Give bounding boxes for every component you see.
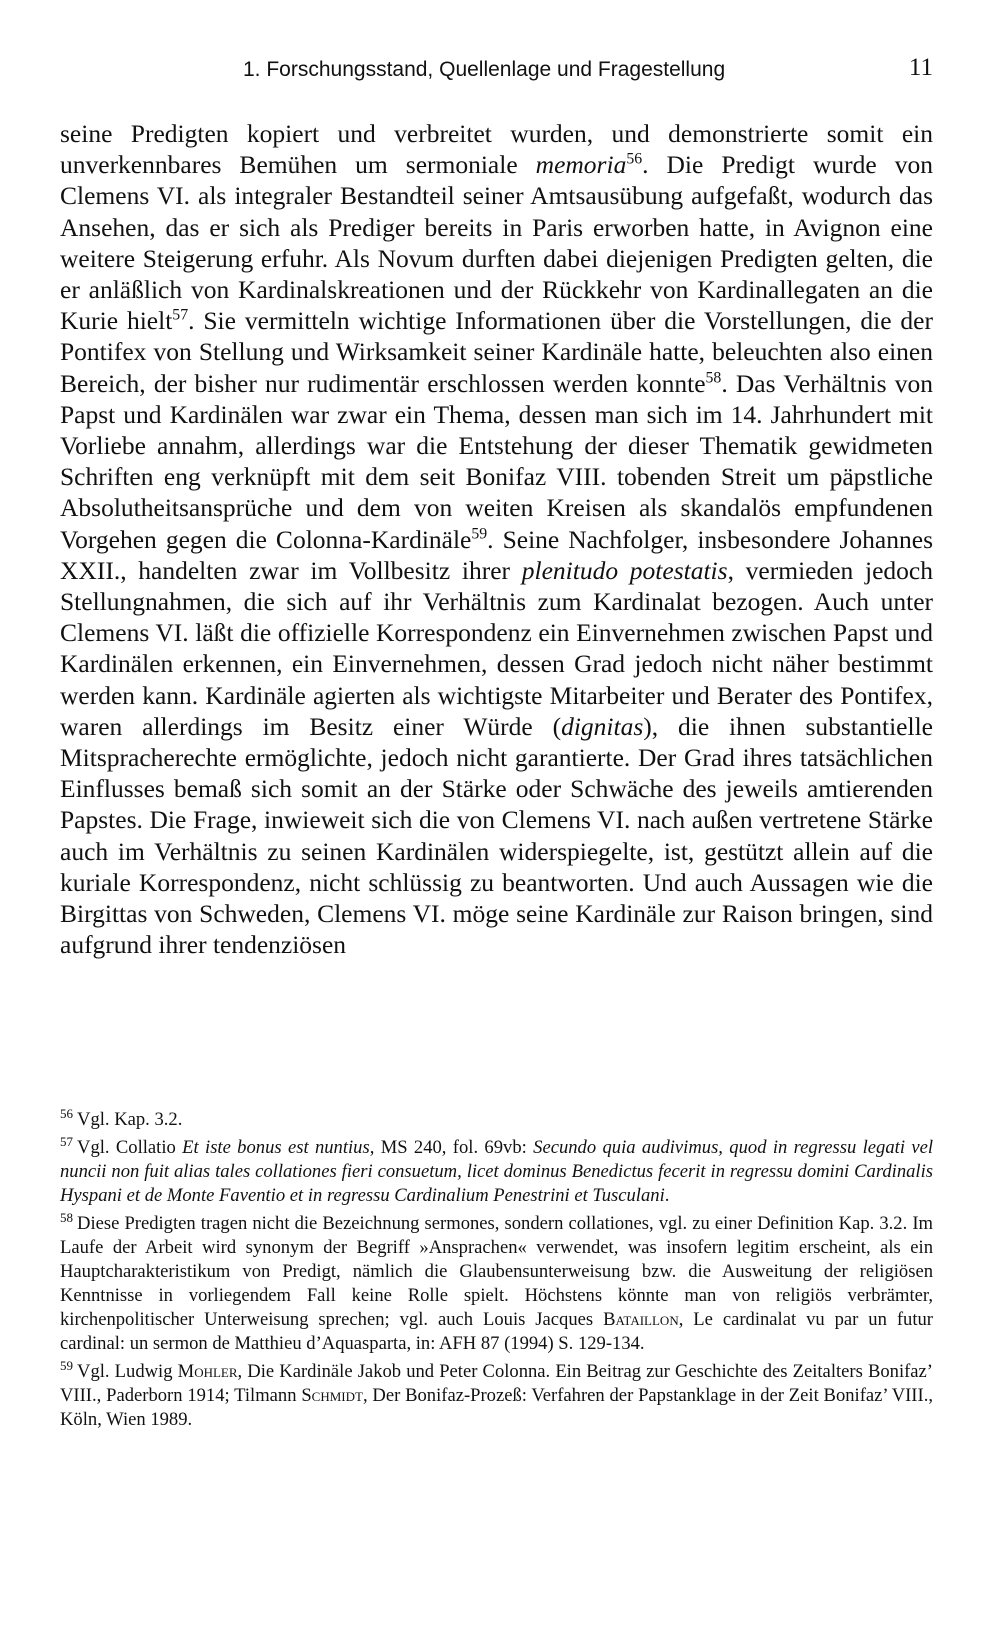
main-text bbox=[60, 118, 933, 960]
text-run: seine Predigten kopiert und verbreitet wurden, und demonstrierte somit ein unverkennbares Bemühen um sermoniale bbox=[60, 119, 933, 180]
footnote-ref-59: 59 bbox=[471, 525, 488, 543]
work-title: Et iste bonus est nuntius bbox=[182, 1137, 370, 1158]
italic-term: plenitudo potestatis bbox=[521, 555, 728, 585]
footnote-text: , MS 240, fol. 69vb: bbox=[369, 1137, 534, 1158]
author-name: Schmidt bbox=[301, 1385, 363, 1406]
footnote-text: , Der Bonifaz-Prozeß: Verfahren der Papstanklage in der Zeit Bonifaz’ VIII., Köln, Wien 1989. bbox=[60, 1385, 933, 1430]
footnote-text: , Die Kardinäle Jakob und Peter Colonna. Ein Beitrag zur Geschichte des Zeitalters Bonifaz’ VIII., Paderborn 1914; Tilmann bbox=[60, 1361, 934, 1406]
footnote-number: 57 bbox=[60, 1133, 74, 1149]
footnote-ref-56: 56 bbox=[626, 150, 643, 168]
footnote-text: Vgl. Kap. 3.2. bbox=[77, 1109, 183, 1130]
author-name: Bataillon bbox=[603, 1309, 679, 1330]
text-run: ), die ihnen substantielle Mitspracherechte ermöglichte, jedoch nicht garantierte. Der Grad ihres tatsächlichen Einflusses bemaß sich somit an der Stärke oder Schwäche des jeweils amtierenden Papstes. Die Frage, inwieweit sich die von Clemens VI. nach außen vertretene Stärke auch im Verhältnis zu seinen Kardinälen widerspiegelte, ist, gestützt allein auf die kuriale Korrespondenz, nicht schlüssig zu beantworten. Und auch Aussagen wie die Birgittas von Schweden, Clemens VI. möge seine Kardinäle zur Raison bringen, sind aufgrund ihrer tendenziösen bbox=[60, 711, 933, 960]
page-number: 11 bbox=[908, 54, 933, 81]
footnote-number: 59 bbox=[60, 1357, 74, 1373]
italic-term: memoria bbox=[535, 150, 627, 180]
running-header bbox=[243, 54, 933, 82]
footnote-ref-58: 58 bbox=[705, 369, 722, 387]
footnote-57 bbox=[60, 1133, 933, 1208]
footnote-text: Vgl. Ludwig bbox=[77, 1361, 178, 1382]
italic-term: dignitas bbox=[561, 711, 644, 741]
chapter-title: 1. Forschungsstand, Quellenlage und Fragestellung bbox=[243, 58, 726, 81]
text-run: . Das Verhältnis von Papst und Kardinälen war zwar ein Thema, dessen man sich im 14. Jahrhundert mit Vorliebe annahm, allerdings war die Entstehung der dieser Thematik gewidmeten Schriften eng verknüpft mit dem seit Bonifaz VIII. tobenden Streit um päpstliche Absolutheitsansprüche und dem von weiten Kreisen als skandalös empfundenen Vorgehen gegen die Colonna-Kardinäle bbox=[60, 368, 934, 554]
footnote-58 bbox=[60, 1209, 933, 1356]
footnote-number: 58 bbox=[60, 1209, 74, 1225]
footnote-text: Vgl. Collatio bbox=[77, 1137, 183, 1158]
author-name: Mohler bbox=[177, 1361, 238, 1382]
footnotes bbox=[60, 1105, 934, 1436]
text-run: . Seine Nachfolger, insbesondere Johannes XXII., handelten zwar im Vollbesitz ihrer bbox=[60, 524, 933, 585]
latin-quotation: Secundo quia audivimus, quod in regressu legati vel nuncii non fuit alias tales collationes fieri consuetum, licet dominus Benedictus fecerit in regressu domini Cardinalis Hyspani et de Monte Faventio et in regressu Cardinalium Penestrini et Tusculani bbox=[60, 1137, 933, 1206]
footnote-text: . bbox=[664, 1185, 670, 1206]
text-run: . Die Predigt wurde von Clemens VI. als integraler Bestandteil seiner Amtsausübung aufgefaßt, wodurch das Ansehen, das er sich als Prediger bereits in Paris erworben hatte, in Avignon eine weitere Steigerung erfuhr. Als Novum durften dabei diejenigen Predigten gelten, die er anläßlich von Kardinalskreationen und der Rückkehr von Kardinallegaten an die Kurie hielt bbox=[60, 150, 933, 336]
footnote-59 bbox=[60, 1357, 934, 1432]
footnote-ref-57: 57 bbox=[172, 306, 189, 324]
footnote-text: Diese Predigten tragen nicht die Bezeichnung sermones, sondern collationes, vgl. zu einer Definition Kap. 3.2. Im Laufe der Arbeit wird synonym der Begriff »Ansprachen« verwendet, was insofern legitim erscheint, als ein Hauptcharakteristikum von Predigt, nämlich die Glaubensunterweisung bzw. die Ausweitung der religiösen Kenntnisse in vorliegendem Fall keine Rolle spielt. Höchstens könnte man von religiös verbrämter, kirchenpolitischer Unterweisung sprechen; vgl. auch Louis Jacques bbox=[60, 1213, 933, 1330]
text-run: , vermieden jedoch Stellungnahmen, die sich auf ihr Verhältnis zum Kardinalat bezogen. Auch unter Clemens VI. läßt die offizielle Korrespondenz ein Einvernehmen zwischen Papst und Kardinälen erkennen, ein Einvernehmen, dessen Grad jedoch nicht näher bestimmt werden kann. Kardinäle agierten als wichtigste Mitarbeiter und Berater des Pontifex, waren allerdings im Besitz einer Würde ( bbox=[60, 555, 933, 741]
footnote-text: , Le cardinalat vu par un futur cardinal: un sermon de Matthieu d’Aquasparta, in: AFH 87 (1994) S. 129-134. bbox=[60, 1309, 933, 1354]
text-run: . Sie vermitteln wichtige Informationen über die Vorstellungen, die der Pontifex von Stellung und Wirksamkeit seiner Kardinäle hatte, beleuchten also einen Bereich, der bisher nur rudimentär erschlossen werden konnte bbox=[60, 306, 933, 398]
footnote-56 bbox=[60, 1105, 933, 1132]
paragraph bbox=[60, 118, 933, 960]
footnote-number: 56 bbox=[60, 1105, 74, 1121]
